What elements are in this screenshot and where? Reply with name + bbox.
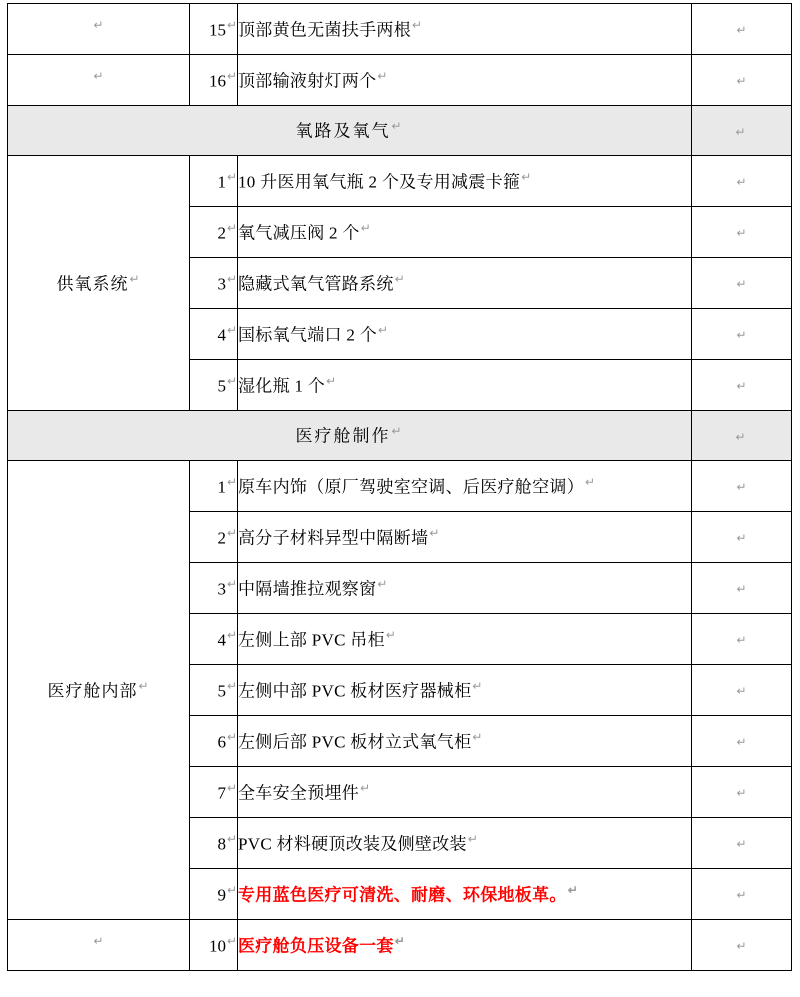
paragraph-mark-icon: ↵	[521, 169, 532, 184]
cell-number	[190, 4, 238, 55]
cell-number	[190, 665, 238, 716]
paragraph-mark-icon: ↵	[736, 175, 747, 190]
paragraph-mark-icon: ↵	[736, 23, 747, 38]
row-number: 3	[217, 579, 226, 599]
cell-note	[692, 869, 792, 920]
cell-number	[190, 55, 238, 106]
paragraph-mark-icon: ↵	[226, 780, 237, 795]
paragraph-mark-icon: ↵	[138, 678, 150, 693]
paragraph-mark-icon: ↵	[736, 74, 747, 89]
cell-note	[692, 156, 792, 207]
section-title-text: 医疗舱制作	[295, 426, 391, 446]
cell-category	[8, 920, 190, 971]
paragraph-mark-icon: ↵	[377, 68, 388, 83]
paragraph-mark-icon: ↵	[93, 68, 105, 83]
paragraph-mark-icon: ↵	[472, 729, 483, 744]
cell-number	[190, 818, 238, 869]
cell-description	[238, 461, 692, 512]
cell-description	[238, 563, 692, 614]
table-row	[8, 461, 792, 512]
paragraph-mark-icon: ↵	[736, 531, 747, 546]
paragraph-mark-icon: ↵	[93, 17, 105, 32]
row-description: 医疗舱负压设备一套	[238, 936, 394, 956]
cell-description	[238, 309, 692, 360]
paragraph-mark-icon: ↵	[736, 786, 747, 801]
row-description: 顶部黄色无菌扶手两根	[238, 20, 411, 40]
paragraph-mark-icon: ↵	[226, 373, 237, 388]
cell-note	[692, 563, 792, 614]
paragraph-mark-icon: ↵	[226, 627, 237, 642]
paragraph-mark-icon: ↵	[226, 68, 237, 83]
cell-note	[692, 512, 792, 563]
cell-number	[190, 716, 238, 767]
row-description: 中隔墙推拉观察窗	[238, 579, 377, 599]
paragraph-mark-icon: ↵	[735, 429, 748, 444]
cell-note	[692, 614, 792, 665]
paragraph-mark-icon: ↵	[385, 627, 397, 642]
row-description: 国标氧气端口 2 个	[238, 325, 377, 345]
paragraph-mark-icon: ↵	[736, 480, 747, 495]
row-number: 4	[217, 630, 226, 650]
row-number: 4	[217, 325, 226, 345]
paragraph-mark-icon: ↵	[378, 322, 389, 337]
row-number: 10	[208, 936, 226, 956]
cell-note	[692, 309, 792, 360]
paragraph-mark-icon: ↵	[226, 17, 237, 32]
row-description: 原车内饰（原厂驾驶室空调、后医疗舱空调）	[238, 477, 584, 497]
row-description: 隐藏式氧气管路系统	[238, 274, 394, 294]
paragraph-mark-icon: ↵	[567, 882, 579, 897]
paragraph-mark-icon: ↵	[93, 933, 105, 948]
cell-description	[238, 512, 692, 563]
section-title	[8, 106, 692, 156]
row-description: 专用蓝色医疗可清洗、耐磨、环保地板革。	[238, 885, 567, 905]
cell-description	[238, 258, 692, 309]
paragraph-mark-icon: ↵	[735, 124, 748, 139]
row-number: 5	[217, 376, 226, 396]
row-description: 全车安全预埋件	[238, 783, 360, 803]
paragraph-mark-icon: ↵	[226, 271, 237, 286]
paragraph-mark-icon: ↵	[585, 474, 596, 489]
table-row	[8, 55, 792, 106]
cell-description	[238, 156, 692, 207]
table-body	[8, 4, 792, 971]
cell-description	[238, 360, 692, 411]
paragraph-mark-icon: ↵	[226, 933, 237, 948]
table-row	[8, 920, 792, 971]
paragraph-mark-icon: ↵	[736, 939, 747, 954]
cell-description	[238, 818, 692, 869]
paragraph-mark-icon: ↵	[394, 933, 406, 948]
paragraph-mark-icon: ↵	[736, 328, 747, 343]
paragraph-mark-icon: ↵	[226, 678, 237, 693]
cell-number	[190, 461, 238, 512]
paragraph-mark-icon: ↵	[226, 729, 237, 744]
row-number: 16	[208, 71, 226, 91]
document-page	[0, 3, 800, 997]
paragraph-mark-icon: ↵	[736, 888, 747, 903]
cell-note	[692, 4, 792, 55]
cell-description	[238, 920, 692, 971]
paragraph-mark-icon: ↵	[226, 525, 237, 540]
row-description: PVC 材料硬顶改装及侧壁改装	[238, 834, 467, 854]
paragraph-mark-icon: ↵	[394, 271, 406, 286]
cell-number	[190, 563, 238, 614]
cell-number	[190, 207, 238, 258]
paragraph-mark-icon: ↵	[226, 474, 237, 489]
row-description: 顶部输液射灯两个	[238, 71, 377, 91]
cell-note	[692, 461, 792, 512]
cell-number	[190, 156, 238, 207]
row-number: 1	[217, 477, 226, 497]
paragraph-mark-icon: ↵	[226, 882, 237, 897]
cell-note	[692, 920, 792, 971]
category-label: 供氧系统	[56, 274, 129, 294]
cell-category	[8, 4, 190, 55]
row-number: 7	[217, 783, 226, 803]
row-description: 湿化瓶 1 个	[238, 376, 326, 396]
cell-note	[692, 207, 792, 258]
paragraph-mark-icon: ↵	[226, 169, 237, 184]
row-number: 2	[217, 223, 226, 243]
cell-number	[190, 360, 238, 411]
paragraph-mark-icon: ↵	[391, 119, 404, 134]
paragraph-mark-icon: ↵	[226, 220, 237, 235]
section-header-cabin	[8, 411, 792, 461]
cell-description	[238, 767, 692, 818]
row-number: 15	[208, 20, 226, 40]
paragraph-mark-icon: ↵	[391, 424, 404, 439]
paragraph-mark-icon: ↵	[736, 735, 747, 750]
paragraph-mark-icon: ↵	[736, 277, 747, 292]
cell-description	[238, 4, 692, 55]
cell-note	[692, 55, 792, 106]
category-label: 医疗舱内部	[47, 681, 138, 701]
cell-number	[190, 869, 238, 920]
cell-number	[190, 258, 238, 309]
cell-description	[238, 614, 692, 665]
cell-description	[238, 55, 692, 106]
paragraph-mark-icon: ↵	[129, 271, 141, 286]
row-description: 10 升医用氧气瓶 2 个及专用减震卡箍	[238, 172, 521, 192]
cell-note	[692, 665, 792, 716]
row-description: 左侧中部 PVC 板材医疗器械柜	[238, 681, 472, 701]
row-number: 9	[217, 885, 226, 905]
cell-number	[190, 767, 238, 818]
paragraph-mark-icon: ↵	[226, 576, 237, 591]
cell-note	[692, 106, 792, 156]
paragraph-mark-icon: ↵	[736, 837, 747, 852]
paragraph-mark-icon: ↵	[736, 633, 747, 648]
cell-number	[190, 920, 238, 971]
row-description: 左侧后部 PVC 板材立式氧气柜	[238, 732, 472, 752]
table-row	[8, 4, 792, 55]
row-number: 5	[217, 681, 226, 701]
cell-category-oxygen	[8, 156, 190, 411]
cell-number	[190, 512, 238, 563]
paragraph-mark-icon: ↵	[377, 576, 388, 591]
cell-note	[692, 411, 792, 461]
row-number: 8	[217, 834, 226, 854]
row-description: 氧气减压阀 2 个	[238, 223, 360, 243]
paragraph-mark-icon: ↵	[412, 17, 423, 32]
paragraph-mark-icon: ↵	[360, 220, 372, 235]
paragraph-mark-icon: ↵	[429, 525, 440, 540]
row-number: 2	[217, 528, 226, 548]
row-description: 高分子材料异型中隔断墙	[238, 528, 429, 548]
row-number: 6	[217, 732, 226, 752]
paragraph-mark-icon: ↵	[360, 780, 371, 795]
section-title-text: 氧路及氧气	[295, 121, 391, 141]
row-number: 3	[217, 274, 226, 294]
paragraph-mark-icon: ↵	[226, 831, 237, 846]
paragraph-mark-icon: ↵	[226, 322, 237, 337]
paragraph-mark-icon: ↵	[326, 373, 337, 388]
cell-description	[238, 665, 692, 716]
paragraph-mark-icon: ↵	[736, 379, 747, 394]
paragraph-mark-icon: ↵	[472, 678, 483, 693]
cell-description	[238, 716, 692, 767]
section-title	[8, 411, 692, 461]
paragraph-mark-icon: ↵	[467, 831, 479, 846]
cell-category	[8, 55, 190, 106]
cell-description	[238, 869, 692, 920]
cell-number	[190, 309, 238, 360]
paragraph-mark-icon: ↵	[736, 582, 747, 597]
cell-note	[692, 767, 792, 818]
section-header-oxygen	[8, 106, 792, 156]
table-row	[8, 156, 792, 207]
cell-note	[692, 716, 792, 767]
row-number: 1	[217, 172, 226, 192]
cell-note	[692, 818, 792, 869]
cell-number	[190, 614, 238, 665]
paragraph-mark-icon: ↵	[736, 684, 747, 699]
cell-note	[692, 258, 792, 309]
row-description: 左侧上部 PVC 吊柜	[238, 630, 385, 650]
specification-table	[7, 3, 792, 971]
cell-category-cabin	[8, 461, 190, 920]
cell-description	[238, 207, 692, 258]
cell-note	[692, 360, 792, 411]
paragraph-mark-icon: ↵	[736, 226, 747, 241]
